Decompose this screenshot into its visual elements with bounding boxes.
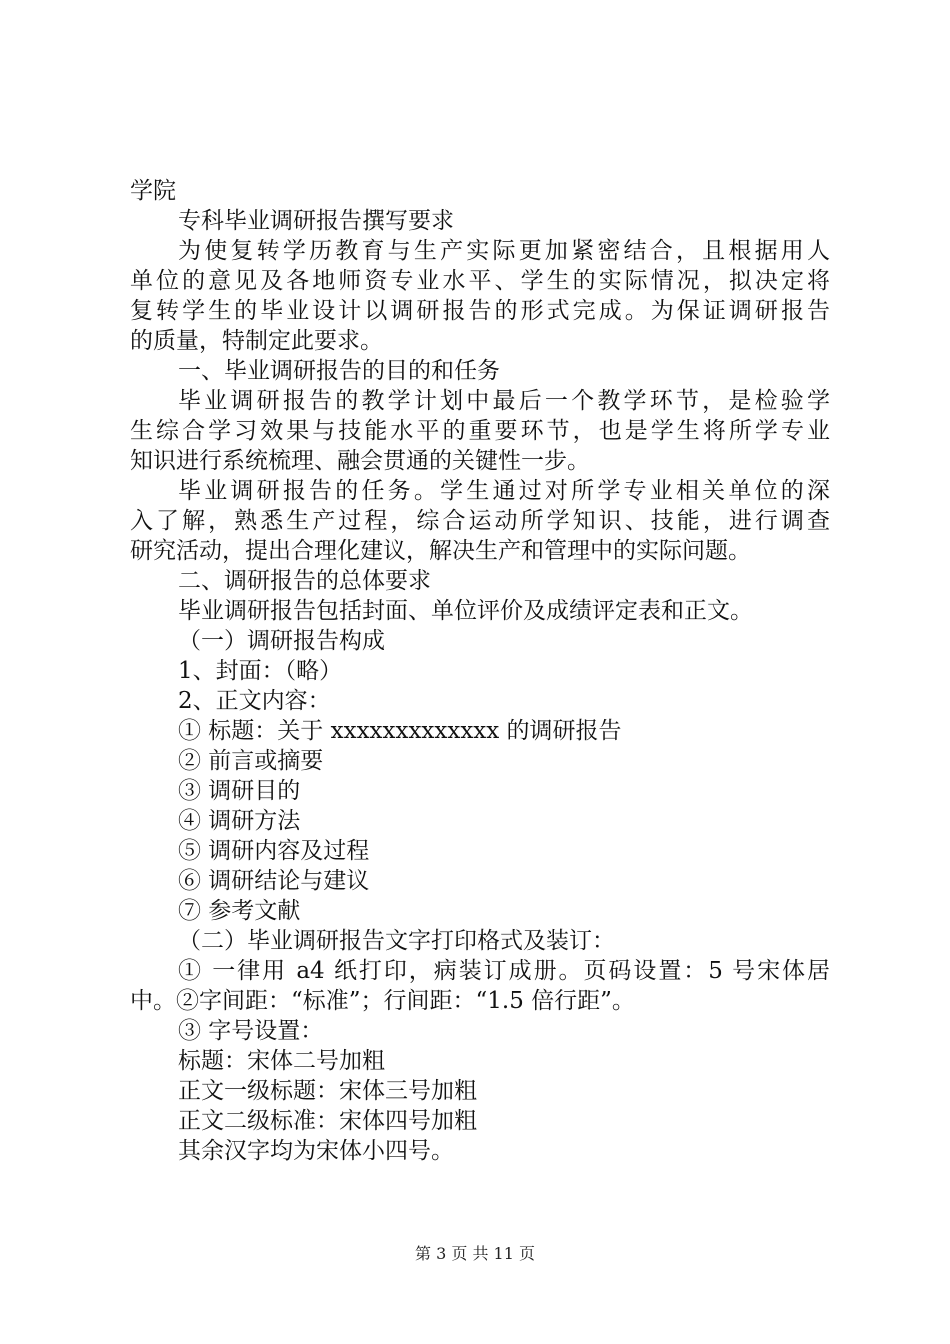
text-line: 2、正文内容：: [178, 688, 331, 714]
text-line: 为使复转学历教育与生产实际更加紧密结合，且根据用人: [178, 238, 830, 264]
text-line: （一）调研报告构成: [178, 628, 385, 654]
text-line: 1、封面：（略）: [178, 658, 343, 684]
text-line: 复转学生的毕业设计以调研报告的形式完成。为保证调研报告: [130, 298, 830, 324]
document-body: [130, 176, 830, 1166]
text-line: ③ 调研目的: [178, 778, 301, 804]
text-line: ⑤ 调研内容及过程: [178, 838, 370, 864]
text-line: （二）毕业调研报告文字打印格式及装订：: [178, 928, 615, 954]
text-line: 专科毕业调研报告撰写要求: [178, 208, 454, 234]
text-line: ① 标题：关于 xxxxxxxxxxxxx 的调研报告: [178, 718, 622, 744]
text-line: ② 前言或摘要: [178, 748, 324, 774]
text-line: 毕业调研报告的任务。学生通过对所学专业相关单位的深: [178, 478, 830, 504]
text-line: 正文一级标题：宋体三号加粗: [178, 1078, 477, 1104]
page-footer: 第 3 页 共 11 页: [415, 1244, 535, 1263]
text-line: 一、毕业调研报告的目的和任务: [178, 358, 500, 384]
text-line: ③ 字号设置：: [178, 1018, 324, 1044]
text-line: ⑥ 调研结论与建议: [178, 868, 370, 894]
text-line: ⑦ 参考文献: [178, 898, 301, 924]
text-line: 研究活动，提出合理化建议，解决生产和管理中的实际问题。: [130, 538, 751, 564]
text-line: 生综合学习效果与技能水平的重要环节，也是学生将所学专业: [130, 418, 830, 444]
text-line: 的质量，特制定此要求。: [130, 328, 383, 354]
text-line: 其余汉字均为宋体小四号。: [178, 1138, 454, 1164]
text-line: 标题：宋体二号加粗: [178, 1048, 385, 1074]
text-line: ① 一律用 a4 纸打印，病装订成册。页码设置：5 号宋体居: [178, 958, 830, 984]
text-line: 正文二级标准：宋体四号加粗: [178, 1108, 477, 1134]
text-line: ④ 调研方法: [178, 808, 301, 834]
text-line: 知识进行系统梳理、融会贯通的关键性一步。: [130, 448, 590, 474]
text-line: 单位的意见及各地师资专业水平、学生的实际情况，拟决定将: [130, 268, 830, 294]
text-line: 学院: [130, 178, 176, 204]
text-line: 二、调研报告的总体要求: [178, 568, 431, 594]
text-line: 毕业调研报告包括封面、单位评价及成绩评定表和正文。: [178, 598, 753, 624]
text-line: 入了解，熟悉生产过程，综合运动所学知识、技能，进行调查: [130, 508, 830, 534]
text-line: 毕业调研报告的教学计划中最后一个教学环节，是检验学: [178, 388, 830, 414]
text-line: 中。②字间距：“标准”；行间距：“1.5 倍行距”。: [130, 988, 635, 1014]
